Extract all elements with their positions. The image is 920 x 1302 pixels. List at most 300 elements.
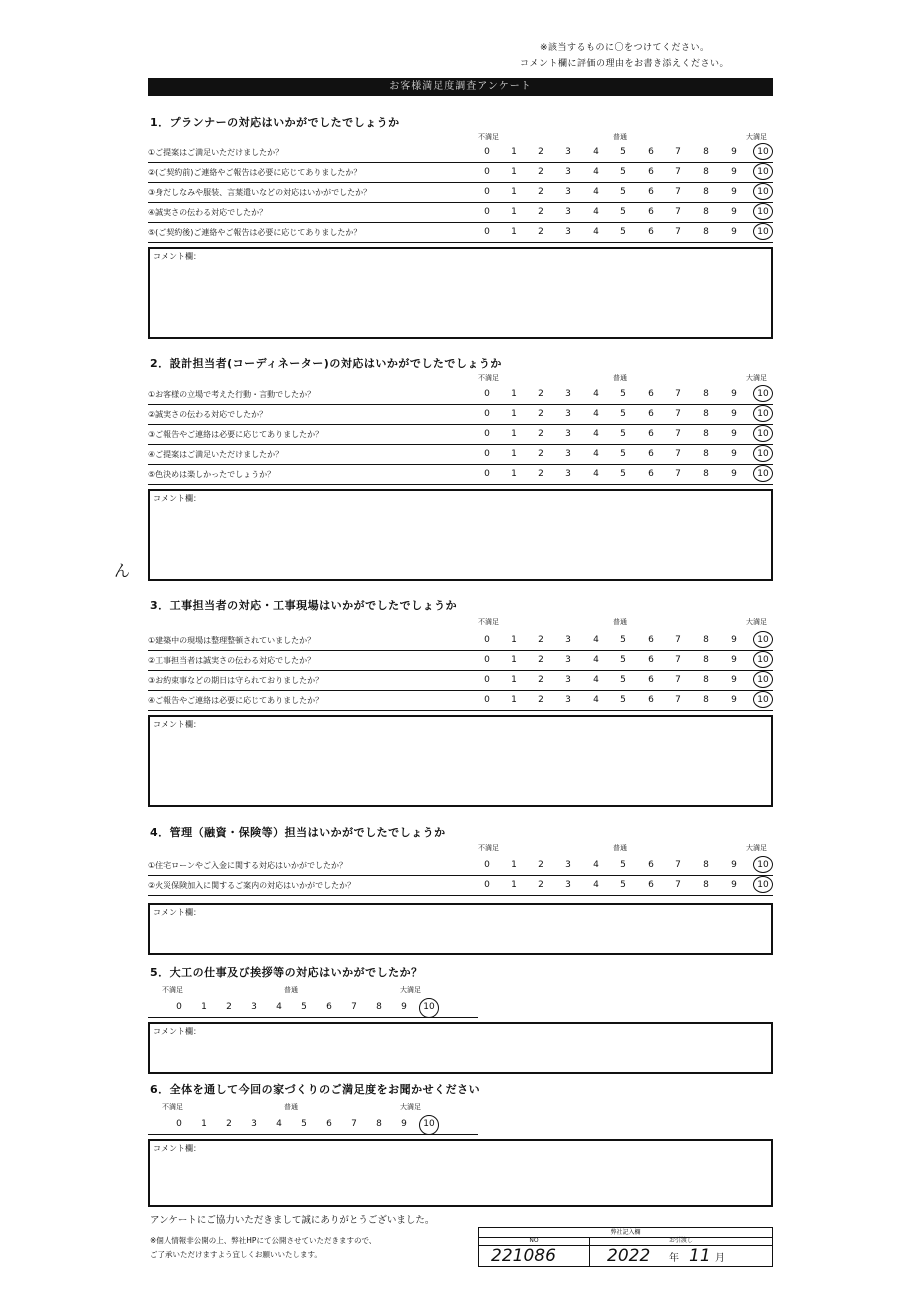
question-text: ①住宅ローンやご入金に関する対応はいかがでしたか？ bbox=[148, 861, 348, 870]
rating-option-1[interactable]: 1 bbox=[511, 147, 517, 157]
rating-option-4[interactable]: 4 bbox=[276, 1119, 282, 1129]
rating-option-8[interactable]: 8 bbox=[703, 389, 709, 399]
rating-option-10[interactable]: 10 bbox=[423, 1119, 435, 1129]
rating-option-10[interactable]: 10 bbox=[757, 207, 769, 217]
rating-option-1[interactable]: 1 bbox=[511, 389, 517, 399]
rating-option-8[interactable]: 8 bbox=[703, 860, 709, 870]
rating-option-0[interactable]: 0 bbox=[484, 207, 490, 217]
rating-option-9[interactable]: 9 bbox=[731, 860, 737, 870]
rating-option-2[interactable]: 2 bbox=[538, 227, 544, 237]
rating-option-10[interactable]: 10 bbox=[757, 227, 769, 237]
rating-option-9[interactable]: 9 bbox=[731, 147, 737, 157]
rating-option-5[interactable]: 5 bbox=[620, 167, 626, 177]
section-1-comment-box[interactable] bbox=[148, 247, 773, 339]
rating-option-6[interactable]: 6 bbox=[648, 167, 654, 177]
rating-option-3[interactable]: 3 bbox=[565, 449, 571, 459]
rating-option-10[interactable]: 10 bbox=[757, 409, 769, 419]
rating-option-7[interactable]: 7 bbox=[675, 635, 681, 645]
section-3-title: 3．工事担当者の対応・工事現場はいかがでしたでしょうか bbox=[150, 599, 458, 612]
rating-option-6[interactable]: 6 bbox=[648, 207, 654, 217]
selected-rating-circle bbox=[753, 445, 773, 462]
rating-option-9[interactable]: 9 bbox=[731, 207, 737, 217]
rating-option-7[interactable]: 7 bbox=[675, 655, 681, 665]
scale-label-high: 大満足 bbox=[400, 986, 421, 994]
scale-label-high: 大満足 bbox=[400, 1103, 421, 1111]
rating-option-2[interactable]: 2 bbox=[538, 389, 544, 399]
rating-option-9[interactable]: 9 bbox=[731, 880, 737, 890]
rating-option-8[interactable]: 8 bbox=[703, 695, 709, 705]
rating-option-4[interactable]: 4 bbox=[593, 187, 599, 197]
scale-label-low: 不満足 bbox=[162, 986, 183, 994]
question-row bbox=[148, 386, 773, 405]
stray-handwritten-mark: ん bbox=[114, 561, 131, 580]
rating-option-4[interactable]: 4 bbox=[593, 449, 599, 459]
rating-option-4[interactable]: 4 bbox=[593, 655, 599, 665]
rating-option-1[interactable]: 1 bbox=[511, 860, 517, 870]
rating-option-0[interactable]: 0 bbox=[484, 695, 490, 705]
rating-option-3[interactable]: 3 bbox=[565, 429, 571, 439]
rating-option-0[interactable]: 0 bbox=[484, 147, 490, 157]
rating-option-9[interactable]: 9 bbox=[731, 655, 737, 665]
comment-label: コメント欄： bbox=[153, 252, 201, 261]
question-text: ③ご報告やご連絡は必要に応じてありましたか？ bbox=[148, 430, 324, 439]
rating-option-5[interactable]: 5 bbox=[620, 147, 626, 157]
rating-option-7[interactable]: 7 bbox=[675, 409, 681, 419]
selected-rating-circle bbox=[753, 385, 773, 402]
privacy-note-line-2: ご了承いただけますよう宜しくお願いいたします。 bbox=[150, 1250, 322, 1259]
rating-option-4[interactable]: 4 bbox=[593, 429, 599, 439]
question-row bbox=[148, 857, 773, 876]
rating-option-10[interactable]: 10 bbox=[757, 860, 769, 870]
section-6-title: 6．全体を通して今回の家づくりのご満足度をお聞かせください bbox=[150, 1083, 481, 1096]
office-handover-month: 11 bbox=[689, 1246, 711, 1266]
instruction-line-2: コメント欄に評価の理由をお書き添えください。 bbox=[520, 59, 730, 69]
rating-option-8[interactable]: 8 bbox=[703, 187, 709, 197]
section-5-comment-box[interactable] bbox=[148, 1022, 773, 1074]
rating-option-9[interactable]: 9 bbox=[731, 227, 737, 237]
rating-option-10[interactable]: 10 bbox=[757, 469, 769, 479]
rating-option-1[interactable]: 1 bbox=[511, 635, 517, 645]
rating-option-1[interactable]: 1 bbox=[511, 409, 517, 419]
rating-option-4[interactable]: 4 bbox=[593, 207, 599, 217]
thanks-message: アンケートにご協力いただきまして誠にありがとうございました。 bbox=[150, 1215, 435, 1226]
rating-option-4[interactable]: 4 bbox=[593, 635, 599, 645]
rating-option-10[interactable]: 10 bbox=[757, 389, 769, 399]
rating-option-9[interactable]: 9 bbox=[731, 635, 737, 645]
rating-option-3[interactable]: 3 bbox=[565, 187, 571, 197]
rating-option-6[interactable]: 6 bbox=[648, 880, 654, 890]
rating-option-1[interactable]: 1 bbox=[511, 655, 517, 665]
survey-title-bar: お客様満足度調査アンケート bbox=[148, 78, 773, 96]
question-row bbox=[148, 877, 773, 896]
scale-label-mid: 普通 bbox=[613, 133, 627, 141]
comment-label: コメント欄： bbox=[153, 1144, 201, 1153]
rating-option-1[interactable]: 1 bbox=[511, 695, 517, 705]
rating-option-3[interactable]: 3 bbox=[565, 655, 571, 665]
rating-option-2[interactable]: 2 bbox=[538, 147, 544, 157]
selected-rating-circle bbox=[753, 203, 773, 220]
scale-label-low: 不満足 bbox=[478, 133, 499, 141]
rating-option-4[interactable]: 4 bbox=[593, 227, 599, 237]
rating-option-7[interactable]: 7 bbox=[675, 167, 681, 177]
rating-option-2[interactable]: 2 bbox=[538, 695, 544, 705]
rating-option-1[interactable]: 1 bbox=[511, 469, 517, 479]
rating-option-9[interactable]: 9 bbox=[731, 187, 737, 197]
section-4-comment-box[interactable] bbox=[148, 903, 773, 955]
rating-option-10[interactable]: 10 bbox=[757, 429, 769, 439]
rating-option-8[interactable]: 8 bbox=[703, 167, 709, 177]
rating-option-2[interactable]: 2 bbox=[226, 1002, 232, 1012]
rating-option-5[interactable]: 5 bbox=[620, 695, 626, 705]
section-3-comment-box[interactable] bbox=[148, 715, 773, 807]
question-text: ③お約束事などの期日は守られておりましたか？ bbox=[148, 676, 324, 685]
rating-option-4[interactable]: 4 bbox=[593, 860, 599, 870]
question-row bbox=[148, 224, 773, 243]
section-5-title: 5．大工の仕事及び挨拶等の対応はいかがでしたか？ bbox=[150, 966, 423, 979]
rating-option-8[interactable]: 8 bbox=[703, 147, 709, 157]
rating-option-8[interactable]: 8 bbox=[703, 469, 709, 479]
rating-option-2[interactable]: 2 bbox=[538, 207, 544, 217]
rating-option-0[interactable]: 0 bbox=[484, 449, 490, 459]
rating-option-2[interactable]: 2 bbox=[538, 167, 544, 177]
rating-option-8[interactable]: 8 bbox=[703, 880, 709, 890]
question-row bbox=[148, 446, 773, 465]
question-row bbox=[148, 144, 773, 163]
selected-rating-circle bbox=[753, 671, 773, 688]
instruction-line-1: ※該当するものに〇をつけてください。 bbox=[540, 43, 710, 53]
question-row bbox=[148, 632, 773, 651]
question-text: ④ご提案はご満足いただけましたか？ bbox=[148, 450, 284, 459]
rating-option-7[interactable]: 7 bbox=[675, 675, 681, 685]
comment-label: コメント欄： bbox=[153, 494, 201, 503]
section-4-title: 4．管理（融資・保険等）担当はいかがでしたでしょうか bbox=[150, 826, 446, 839]
question-text: ⑤色決めは楽しかったでしょうか？ bbox=[148, 470, 276, 479]
scale-underline bbox=[148, 1134, 478, 1135]
scale-label-high: 大満足 bbox=[746, 133, 767, 141]
rating-option-3[interactable]: 3 bbox=[565, 860, 571, 870]
rating-option-6[interactable]: 6 bbox=[648, 429, 654, 439]
question-row bbox=[148, 184, 773, 203]
rating-option-1[interactable]: 1 bbox=[511, 187, 517, 197]
question-row bbox=[148, 692, 773, 711]
question-text: ③身だしなみや服装、言葉遣いなどの対応はいかがでしたか？ bbox=[148, 188, 372, 197]
rating-option-9[interactable]: 9 bbox=[731, 409, 737, 419]
scale-label-mid: 普通 bbox=[613, 374, 627, 382]
rating-option-2[interactable]: 2 bbox=[538, 880, 544, 890]
rating-option-1[interactable]: 1 bbox=[511, 880, 517, 890]
rating-option-6[interactable]: 6 bbox=[326, 1119, 332, 1129]
rating-option-0[interactable]: 0 bbox=[484, 187, 490, 197]
scale-label-low: 不満足 bbox=[478, 618, 499, 626]
rating-option-6[interactable]: 6 bbox=[648, 147, 654, 157]
rating-option-9[interactable]: 9 bbox=[401, 1002, 407, 1012]
rating-option-1[interactable]: 1 bbox=[511, 429, 517, 439]
rating-option-10[interactable]: 10 bbox=[757, 675, 769, 685]
rating-option-5[interactable]: 5 bbox=[620, 880, 626, 890]
scale-label-low: 不満足 bbox=[162, 1103, 183, 1111]
question-text: ②火災保険加入に関するご案内の対応はいかがでしたか？ bbox=[148, 881, 356, 890]
question-text: ①ご提案はご満足いただけましたか？ bbox=[148, 148, 284, 157]
rating-option-6[interactable]: 6 bbox=[648, 227, 654, 237]
privacy-note-line-1: ※個人情報非公開の上、弊社HPにて公開させていただきますので、 bbox=[150, 1236, 377, 1245]
question-text: ①お客様の立場で考えた行動・言動でしたか？ bbox=[148, 390, 316, 399]
scale-label-low: 不満足 bbox=[478, 374, 499, 382]
rating-option-3[interactable]: 3 bbox=[565, 389, 571, 399]
rating-option-8[interactable]: 8 bbox=[703, 207, 709, 217]
rating-option-6[interactable]: 6 bbox=[648, 449, 654, 459]
rating-option-8[interactable]: 8 bbox=[703, 227, 709, 237]
rating-option-7[interactable]: 7 bbox=[675, 147, 681, 157]
question-row bbox=[148, 426, 773, 445]
rating-option-2[interactable]: 2 bbox=[538, 409, 544, 419]
rating-option-5[interactable]: 5 bbox=[620, 655, 626, 665]
rating-option-10[interactable]: 10 bbox=[757, 655, 769, 665]
selected-rating-circle bbox=[753, 425, 773, 442]
rating-option-6[interactable]: 6 bbox=[648, 409, 654, 419]
question-text: ②(ご契約前)ご連絡やご報告は必要に応じてありましたか？ bbox=[148, 168, 362, 177]
rating-option-7[interactable]: 7 bbox=[675, 429, 681, 439]
rating-option-4[interactable]: 4 bbox=[593, 880, 599, 890]
rating-option-5[interactable]: 5 bbox=[620, 449, 626, 459]
rating-option-5[interactable]: 5 bbox=[620, 227, 626, 237]
office-no-label: NO bbox=[479, 1237, 590, 1246]
office-handover-year: 2022 bbox=[607, 1246, 651, 1266]
rating-option-0[interactable]: 0 bbox=[484, 635, 490, 645]
rating-option-5[interactable]: 5 bbox=[620, 187, 626, 197]
selected-rating-circle bbox=[753, 183, 773, 200]
rating-option-1[interactable]: 1 bbox=[511, 167, 517, 177]
rating-option-9[interactable]: 9 bbox=[401, 1119, 407, 1129]
rating-option-6[interactable]: 6 bbox=[648, 635, 654, 645]
question-text: ①建築中の現場は整理整頓されていましたか？ bbox=[148, 636, 316, 645]
rating-option-0[interactable]: 0 bbox=[484, 227, 490, 237]
office-no-value: 221086 bbox=[491, 1246, 556, 1266]
rating-option-3[interactable]: 3 bbox=[565, 635, 571, 645]
rating-option-3[interactable]: 3 bbox=[251, 1119, 257, 1129]
rating-option-1[interactable]: 1 bbox=[511, 207, 517, 217]
rating-option-10[interactable]: 10 bbox=[757, 167, 769, 177]
rating-option-0[interactable]: 0 bbox=[484, 880, 490, 890]
rating-option-1[interactable]: 1 bbox=[201, 1119, 207, 1129]
rating-option-10[interactable]: 10 bbox=[757, 635, 769, 645]
rating-option-6[interactable]: 6 bbox=[648, 389, 654, 399]
rating-option-2[interactable]: 2 bbox=[538, 675, 544, 685]
rating-option-7[interactable]: 7 bbox=[675, 187, 681, 197]
rating-option-9[interactable]: 9 bbox=[731, 449, 737, 459]
rating-option-5[interactable]: 5 bbox=[620, 469, 626, 479]
rating-option-4[interactable]: 4 bbox=[593, 695, 599, 705]
rating-option-10[interactable]: 10 bbox=[757, 187, 769, 197]
rating-option-8[interactable]: 8 bbox=[703, 635, 709, 645]
rating-option-5[interactable]: 5 bbox=[620, 389, 626, 399]
rating-option-10[interactable]: 10 bbox=[757, 695, 769, 705]
rating-option-4[interactable]: 4 bbox=[593, 469, 599, 479]
rating-option-10[interactable]: 10 bbox=[757, 449, 769, 459]
selected-rating-circle bbox=[753, 465, 773, 482]
rating-option-2[interactable]: 2 bbox=[538, 860, 544, 870]
scale-label-mid: 普通 bbox=[613, 618, 627, 626]
rating-option-7[interactable]: 7 bbox=[351, 1119, 357, 1129]
selected-rating-circle bbox=[753, 143, 773, 160]
rating-option-6[interactable]: 6 bbox=[648, 860, 654, 870]
rating-option-0[interactable]: 0 bbox=[484, 675, 490, 685]
question-text: ②誠実さの伝わる対応でしたか？ bbox=[148, 410, 268, 419]
scale-label-high: 大満足 bbox=[746, 844, 767, 852]
rating-option-2[interactable]: 2 bbox=[538, 429, 544, 439]
comment-label: コメント欄： bbox=[153, 908, 201, 917]
selected-rating-circle bbox=[753, 651, 773, 668]
scale-underline bbox=[148, 1017, 478, 1018]
rating-option-5[interactable]: 5 bbox=[620, 675, 626, 685]
rating-option-2[interactable]: 2 bbox=[538, 449, 544, 459]
rating-option-4[interactable]: 4 bbox=[593, 409, 599, 419]
question-text: ④ご報告やご連絡は必要に応じてありましたか？ bbox=[148, 696, 324, 705]
rating-option-3[interactable]: 3 bbox=[565, 147, 571, 157]
rating-option-0[interactable]: 0 bbox=[484, 409, 490, 419]
rating-option-6[interactable]: 6 bbox=[648, 469, 654, 479]
rating-option-0[interactable]: 0 bbox=[176, 1002, 182, 1012]
rating-option-4[interactable]: 4 bbox=[593, 167, 599, 177]
rating-option-4[interactable]: 4 bbox=[276, 1002, 282, 1012]
rating-option-7[interactable]: 7 bbox=[675, 389, 681, 399]
rating-option-6[interactable]: 6 bbox=[648, 187, 654, 197]
rating-option-9[interactable]: 9 bbox=[731, 429, 737, 439]
rating-option-3[interactable]: 3 bbox=[565, 469, 571, 479]
rating-option-7[interactable]: 7 bbox=[675, 860, 681, 870]
rating-option-5[interactable]: 5 bbox=[301, 1002, 307, 1012]
rating-option-9[interactable]: 9 bbox=[731, 695, 737, 705]
rating-option-9[interactable]: 9 bbox=[731, 675, 737, 685]
rating-option-3[interactable]: 3 bbox=[565, 880, 571, 890]
rating-option-3[interactable]: 3 bbox=[565, 227, 571, 237]
rating-option-5[interactable]: 5 bbox=[620, 860, 626, 870]
rating-option-1[interactable]: 1 bbox=[511, 449, 517, 459]
selected-rating-circle bbox=[753, 691, 773, 708]
office-use-header: 弊社記入欄 bbox=[479, 1228, 772, 1238]
question-row bbox=[148, 652, 773, 671]
rating-option-8[interactable]: 8 bbox=[703, 429, 709, 439]
rating-option-2[interactable]: 2 bbox=[538, 655, 544, 665]
rating-option-0[interactable]: 0 bbox=[176, 1119, 182, 1129]
scale-label-mid: 普通 bbox=[613, 844, 627, 852]
selected-rating-circle bbox=[753, 856, 773, 873]
question-text: ⑤(ご契約後)ご連絡やご報告は必要に応じてありましたか？ bbox=[148, 228, 362, 237]
rating-option-2[interactable]: 2 bbox=[538, 187, 544, 197]
office-month-label: 月 bbox=[715, 1253, 725, 1264]
selected-rating-circle bbox=[419, 998, 439, 1018]
rating-option-5[interactable]: 5 bbox=[620, 409, 626, 419]
rating-option-6[interactable]: 6 bbox=[648, 675, 654, 685]
rating-option-0[interactable]: 0 bbox=[484, 389, 490, 399]
rating-option-5[interactable]: 5 bbox=[620, 207, 626, 217]
rating-option-8[interactable]: 8 bbox=[376, 1002, 382, 1012]
rating-option-7[interactable]: 7 bbox=[675, 449, 681, 459]
rating-option-8[interactable]: 8 bbox=[703, 409, 709, 419]
rating-option-2[interactable]: 2 bbox=[226, 1119, 232, 1129]
office-use-table bbox=[478, 1227, 773, 1267]
rating-option-2[interactable]: 2 bbox=[538, 635, 544, 645]
rating-option-3[interactable]: 3 bbox=[565, 167, 571, 177]
rating-option-8[interactable]: 8 bbox=[376, 1119, 382, 1129]
question-row bbox=[148, 164, 773, 183]
question-row bbox=[148, 406, 773, 425]
rating-option-3[interactable]: 3 bbox=[251, 1002, 257, 1012]
rating-option-7[interactable]: 7 bbox=[675, 880, 681, 890]
selected-rating-circle bbox=[753, 223, 773, 240]
section-2-title: 2．設計担当者(コーディネーター)の対応はいかがでしたでしょうか bbox=[150, 357, 502, 370]
rating-option-4[interactable]: 4 bbox=[593, 675, 599, 685]
question-text: ②工事担当者は誠実さの伝わる対応でしたか？ bbox=[148, 656, 316, 665]
comment-label: コメント欄： bbox=[153, 720, 201, 729]
rating-option-0[interactable]: 0 bbox=[484, 469, 490, 479]
selected-rating-circle bbox=[753, 876, 773, 893]
rating-option-7[interactable]: 7 bbox=[675, 695, 681, 705]
rating-option-7[interactable]: 7 bbox=[675, 227, 681, 237]
scale-label-mid: 普通 bbox=[284, 986, 298, 994]
section-6-comment-box[interactable] bbox=[148, 1139, 773, 1207]
selected-rating-circle bbox=[753, 405, 773, 422]
rating-option-8[interactable]: 8 bbox=[703, 655, 709, 665]
rating-option-8[interactable]: 8 bbox=[703, 449, 709, 459]
rating-option-3[interactable]: 3 bbox=[565, 409, 571, 419]
rating-option-9[interactable]: 9 bbox=[731, 167, 737, 177]
rating-option-7[interactable]: 7 bbox=[675, 469, 681, 479]
rating-option-3[interactable]: 3 bbox=[565, 207, 571, 217]
scale-label-mid: 普通 bbox=[284, 1103, 298, 1111]
question-row bbox=[148, 204, 773, 223]
rating-option-10[interactable]: 10 bbox=[423, 1002, 435, 1012]
section-1-title: 1．プランナーの対応はいかがでしたでしょうか bbox=[150, 116, 400, 129]
rating-option-5[interactable]: 5 bbox=[620, 429, 626, 439]
question-row bbox=[148, 672, 773, 691]
rating-option-5[interactable]: 5 bbox=[301, 1119, 307, 1129]
selected-rating-circle bbox=[419, 1115, 439, 1135]
rating-option-0[interactable]: 0 bbox=[484, 860, 490, 870]
question-text: ④誠実さの伝わる対応でしたか？ bbox=[148, 208, 268, 217]
rating-option-3[interactable]: 3 bbox=[565, 695, 571, 705]
section-2-comment-box[interactable] bbox=[148, 489, 773, 581]
rating-option-10[interactable]: 10 bbox=[757, 880, 769, 890]
rating-option-7[interactable]: 7 bbox=[675, 207, 681, 217]
rating-option-6[interactable]: 6 bbox=[648, 695, 654, 705]
selected-rating-circle bbox=[753, 631, 773, 648]
rating-option-2[interactable]: 2 bbox=[538, 469, 544, 479]
rating-option-1[interactable]: 1 bbox=[201, 1002, 207, 1012]
scale-label-high: 大満足 bbox=[746, 618, 767, 626]
selected-rating-circle bbox=[753, 163, 773, 180]
rating-option-4[interactable]: 4 bbox=[593, 147, 599, 157]
question-row bbox=[148, 466, 773, 485]
rating-option-9[interactable]: 9 bbox=[731, 469, 737, 479]
rating-option-4[interactable]: 4 bbox=[593, 389, 599, 399]
rating-option-9[interactable]: 9 bbox=[731, 389, 737, 399]
rating-option-6[interactable]: 6 bbox=[648, 655, 654, 665]
rating-option-6[interactable]: 6 bbox=[326, 1002, 332, 1012]
rating-option-1[interactable]: 1 bbox=[511, 227, 517, 237]
rating-option-8[interactable]: 8 bbox=[703, 675, 709, 685]
office-divider bbox=[589, 1245, 590, 1266]
rating-option-5[interactable]: 5 bbox=[620, 635, 626, 645]
rating-option-0[interactable]: 0 bbox=[484, 655, 490, 665]
rating-option-7[interactable]: 7 bbox=[351, 1002, 357, 1012]
office-handover-label: お引渡し bbox=[590, 1237, 772, 1246]
rating-option-10[interactable]: 10 bbox=[757, 147, 769, 157]
rating-option-3[interactable]: 3 bbox=[565, 675, 571, 685]
comment-label: コメント欄： bbox=[153, 1027, 201, 1036]
rating-option-0[interactable]: 0 bbox=[484, 429, 490, 439]
rating-option-1[interactable]: 1 bbox=[511, 675, 517, 685]
rating-option-0[interactable]: 0 bbox=[484, 167, 490, 177]
